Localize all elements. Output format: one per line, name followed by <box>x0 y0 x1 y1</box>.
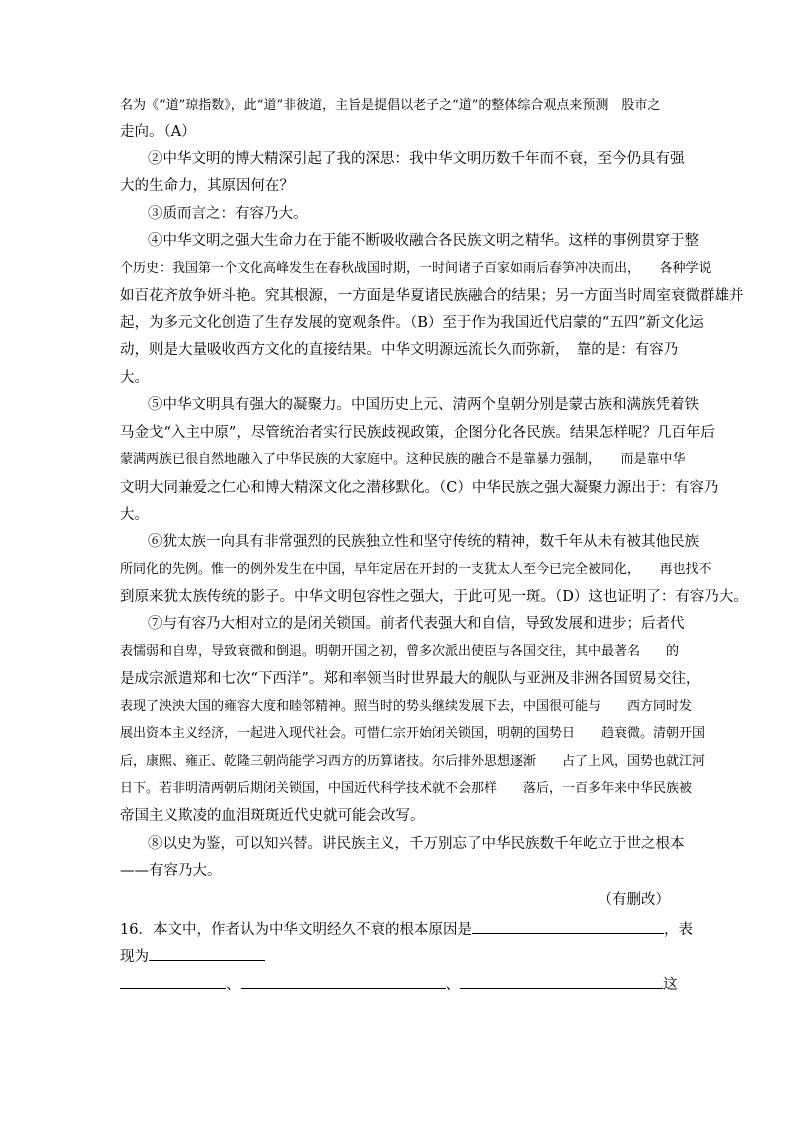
paragraph-5-line-1: ⑤中华文明具有强大的凝聚力。中国历史上元、清两个皇朝分别是蒙古族和满族凭着铁 <box>148 397 699 413</box>
paragraph-6-line-2: 所同化的先例。惟一的例外发生在中国，早年定居在开封的一支犹太人至今已完全被同化， 再也找不 <box>120 562 712 577</box>
paragraph-8-line-1: ⑧以史为鉴，可以知兴替。讲民族主义，千万别忘了中华民族数千年屹立于世之根本 <box>148 836 685 852</box>
answer-blank-manifestation-4[interactable] <box>460 973 663 989</box>
paragraph-7-line-1: ⑦与有容乃大相对立的是闭关锁国。前者代表强大和自信，导致发展和进步；后者代 <box>148 616 685 632</box>
paragraph-6-line-3: 到原来犹太族传统的影子。中华文明包容性之强大，于此可见一斑。（D）这也证明了：有容乃大。 <box>120 589 748 605</box>
paragraph-7-line-8: 帝国主义欺凌的血泪斑斑近代史就可能会改写。 <box>120 808 425 824</box>
answer-blank-manifestation-2[interactable] <box>120 973 226 989</box>
paragraph-4-line-1: ④中华文明之强大生命力在于能不断吸收融合各民族文明之精华。这样的事例贯穿于整 <box>148 233 699 249</box>
paragraph-5-line-5: 大。 <box>120 507 149 523</box>
paragraph-4-line-3: 如百花齐放争妍斗艳。究其根源，一方面是华夏诸民族融合的结果；另一方面当时周室衰微群雄并 <box>120 288 744 304</box>
paragraph-7-line-4: 表现了泱泱大国的雍容大度和睦邻精神。照当时的势头继续发展下去，中国很可能与 西方同时发 <box>120 699 693 714</box>
separator-2: 、 <box>445 977 460 993</box>
paragraph-5-line-2: 马金戈“入主中原”，尽管统治者实行民族歧视政策，企图分化各民族。结果怎样呢？几百年后 <box>120 425 715 441</box>
paragraph-5-line-3: 蒙满两族已很自然地融入了中华民族的大家庭中。这种民族的融合不是靠暴力强制， 而是靠中华 <box>120 452 686 467</box>
question-16-prompt: 16．本文中，作者认为中华文明经久不衰的根本原因是 <box>120 922 472 938</box>
question-16-prompt-cont: ，表 <box>663 922 693 938</box>
paragraph-7-line-3: 是成宗派遣郑和七次“下西洋”。郑和率领当时世界最大的舰队与亚洲及非洲各国贸易交往， <box>120 671 701 687</box>
paragraph-4-line-5: 动，则是大量吸收西方文化的直接结果。中华文明源远流长久而弥新， 靠的是：有容乃 <box>120 342 679 358</box>
paragraph-4-line-4: 起，为多元文化创造了生存发展的宽观条件。（B）至于作为我国近代启蒙的“五四”新文化运 <box>120 315 704 331</box>
paragraph-7-line-2: 表懦弱和自卑，导致衰微和倒退。明朝开国之初，曾多次派出使臣与各国交往，其中最著名 的 <box>120 644 680 659</box>
paragraph-2-line-1: ②中华文明的博大精深引起了我的深思：我中华文明历数千年而不衰，至今仍具有强 <box>148 151 685 167</box>
source-note: （有删改） <box>597 892 670 908</box>
paragraph-3-line-1: ③质而言之：有容乃大。 <box>148 206 308 222</box>
paragraph-7-line-5: 展出资本主义经济，一起进入现代社会。可惜仁宗开始闭关锁国，明朝的国势日 趋衰微。清朝开国 <box>120 726 706 741</box>
answer-blank-root-cause[interactable] <box>472 918 664 934</box>
paragraph-1-line-2: 走向。（A） <box>120 124 196 140</box>
paragraph-2-line-2: 大的生命力，其原因何在？ <box>120 178 294 194</box>
paragraph-8-line-2: ——有容乃大。 <box>120 863 222 879</box>
question-16-line-1 <box>120 918 693 940</box>
question-16-shown-as: 现为 <box>120 949 149 965</box>
paragraph-6-line-1: ⑥犹太族一向具有非常强烈的民族独立性和坚守传统的精神，数千年从未有被其他民族 <box>148 534 699 550</box>
question-16-trailing: 这 <box>663 977 678 993</box>
question-16-line-2 <box>120 945 265 967</box>
separator-1: 、 <box>226 977 241 993</box>
paragraph-5-line-4: 文明大同兼爱之仁心和博大精深文化之潜移默化。（C）中华民族之强大凝聚力源出于：有容乃 <box>120 480 719 496</box>
paragraph-4-line-2: 个历史：我国第一个文化高峰发生在春秋战国时期，一时间诸子百家如雨后春笋冲决而出， 各种学说 <box>120 261 712 276</box>
answer-blank-manifestation-3[interactable] <box>241 973 446 989</box>
question-16-line-3 <box>120 973 678 995</box>
paragraph-4-line-6: 大。 <box>120 370 149 386</box>
paragraph-7-line-7: 日下。若非明清两朝后期闭关锁国，中国近代科学技术就不会那样 落后，一百多年来中华民族被 <box>120 781 693 796</box>
paragraph-7-line-6: 后，康熙、雍正、乾隆三朝尚能学习西方的历算诸技。尔后排外思想逐渐 占了上风，国势也就江河 <box>120 754 706 769</box>
paragraph-1-line-1: 名为《“道”琼指数》，此“道”非彼道，主旨是提倡以老子之“道”的整体综合观点来预测 股市之 <box>120 98 661 113</box>
answer-blank-manifestation-1[interactable] <box>149 945 265 961</box>
